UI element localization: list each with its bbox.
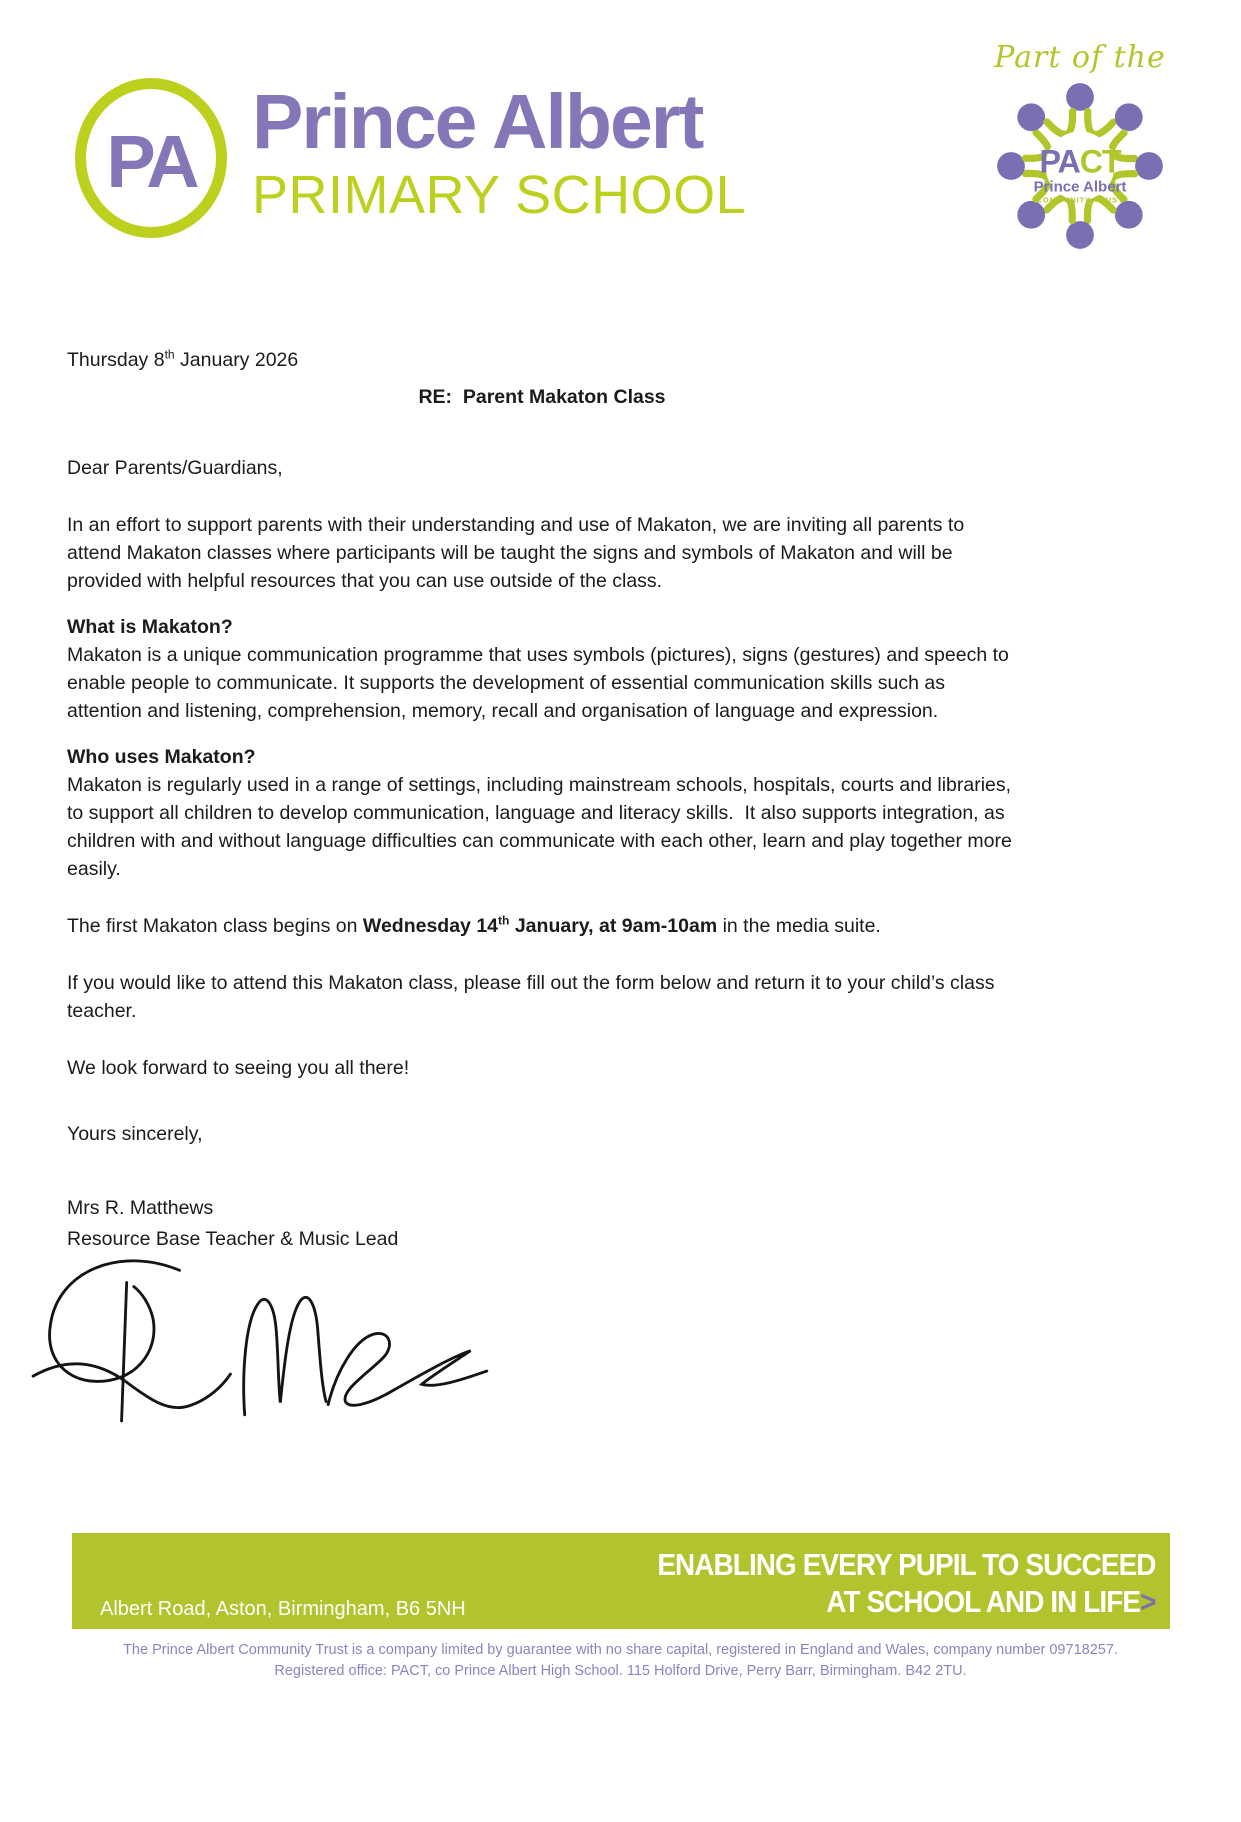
signatory-role: Resource Base Teacher & Music Lead: [67, 1228, 399, 1250]
footer-slogan: [658, 1546, 1156, 1620]
slogan-line-2: AT SCHOOL AND IN LIFE>: [826, 1584, 1156, 1619]
school-wordmark: [252, 79, 747, 225]
footer-email: enquiry@princealbert.bham.sch.uk: [451, 1748, 766, 1770]
svg-text:COMMUNITY TRUST: COMMUNITY TRUST: [1036, 195, 1124, 205]
footer-address: Albert Road, Aston, Birmingham, B6 5NH: [100, 1598, 466, 1620]
school-logo-ring: [75, 78, 227, 238]
footer-web-email: [100, 1747, 766, 1772]
legal-line-2: Registered office: PACT, co Prince Albert High School. 115 Holford Drive, Perry Barr, Birmingham. B42 2TU.: [274, 1663, 967, 1679]
paragraph-form-request: If you would like to attend this Makaton class, please fill out the form below and return it to your child’s class teacher.: [67, 972, 1000, 1022]
subject-line: RE: Parent Makaton Class: [418, 386, 666, 408]
signature: [28, 1252, 498, 1427]
signoff: Yours sincerely,: [67, 1123, 203, 1145]
signatory-name: Mrs R. Matthews: [67, 1197, 214, 1219]
school-type: PRIMARY SCHOOL: [252, 165, 747, 225]
phone-label: T: [100, 1673, 113, 1695]
legal-notice: [0, 1640, 1241, 1682]
slogan-line-1: ENABLING EVERY PUPIL TO SUCCEED: [657, 1547, 1156, 1582]
paragraph-closing: We look forward to seeing you all there!: [67, 1057, 410, 1079]
paragraph-what-is-makaton: Makaton is a unique communication programme that uses symbols (pictures), signs (gestures) and speech to enable people to communicate. It supports the development of essential communication skills such as attention and listening, comprehension, memory, recall and organisation of language and expression.: [67, 644, 1015, 722]
school-monogram: PA: [106, 119, 196, 203]
school-name: Prince Albert: [252, 79, 703, 165]
legal-line-1: The Prince Albert Community Trust is a company limited by guarantee with no share capital, registered in England and Wales, company number 09718257.: [123, 1642, 1118, 1658]
letter-body: [67, 346, 1017, 1253]
pact-tagline: Part of the: [994, 40, 1166, 75]
email-label: E: [437, 1748, 452, 1770]
chevron-arrow-icon: >: [1140, 1584, 1156, 1619]
footer-website: www.princealbert.bham.sch.uk: [118, 1748, 396, 1770]
paragraph-class-details: The first Makaton class begins on Wednesday 14th January, at 9am-10am in the media suite.: [67, 913, 881, 937]
heading-who-uses-makaton: Who uses Makaton?: [67, 746, 256, 768]
svg-text:Prince Albert: Prince Albert: [1033, 178, 1127, 196]
footer-phone: T 0121 327 0594: [100, 1673, 252, 1695]
pact-logo-icon: [991, 77, 1169, 255]
pact-block: [960, 40, 1200, 255]
web-label: W: [100, 1748, 119, 1770]
heading-what-is-makaton: What is Makaton?: [67, 616, 233, 638]
letter-date: Thursday 8th January 2026: [67, 347, 299, 371]
paragraph-who-uses-makaton: Makaton is regularly used in a range of settings, including mainstream schools, hospitals, courts and libraries, to support all children to develop communication, language and literacy skills. It also supports integration, as children with and without language difficulties can communicate with each other, learn and play together more easily.: [67, 774, 1018, 880]
paragraph-intro: In an effort to support parents with their understanding and use of Makaton, we are inviting all parents to attend Makaton classes where participants will be taught the signs and symbols of Makaton and will be provided with helpful resources that you can use outside of the class.: [67, 514, 970, 592]
svg-text:PACT: PACT: [1039, 143, 1121, 180]
salutation: Dear Parents/Guardians,: [67, 457, 283, 479]
